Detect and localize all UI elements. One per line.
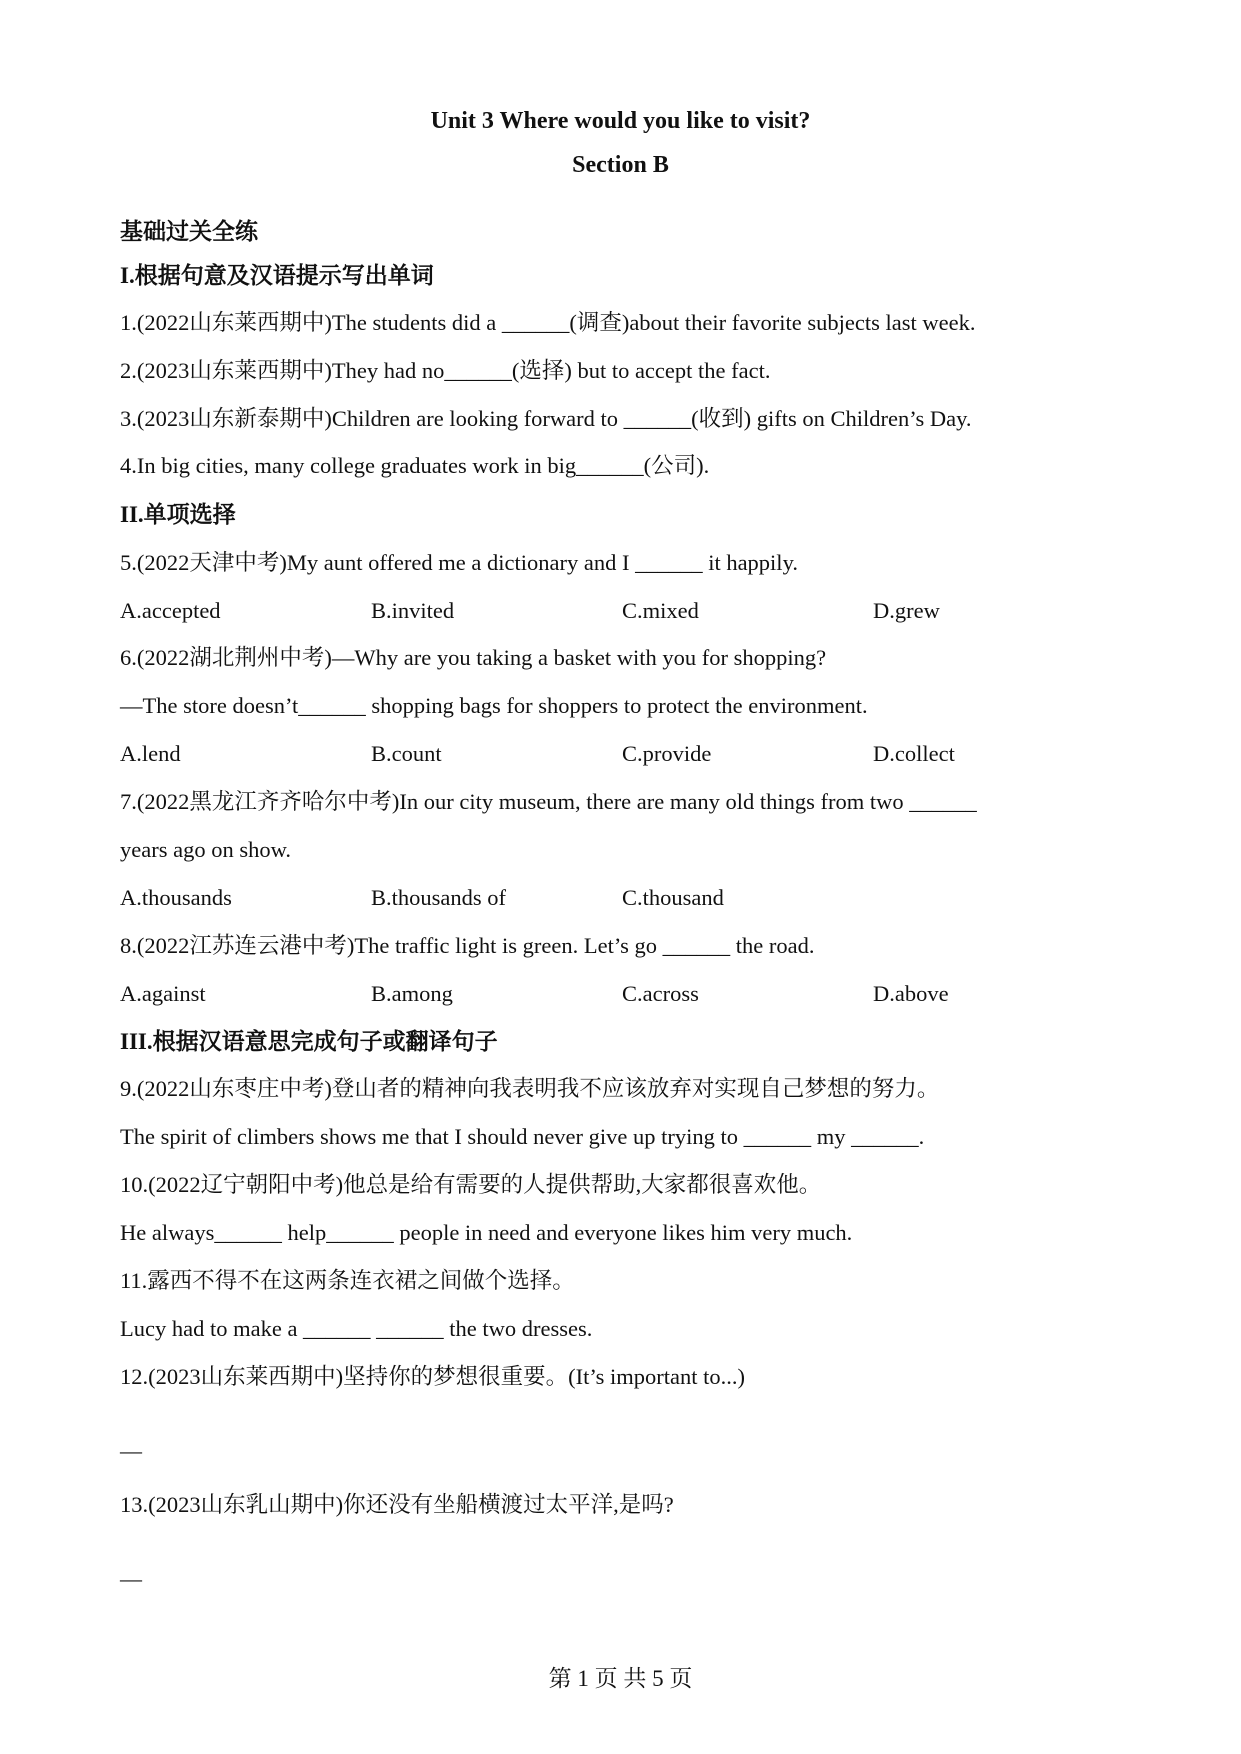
question-7: 7.(2022黑龙江齐齐哈尔中考)In our city museum, there are many old things from two ______: [120, 789, 977, 814]
q8-option-b: B.among: [371, 981, 453, 1006]
question-2: 2.(2023山东莱西期中)They had no______(选择) but to accept the fact.: [120, 358, 771, 383]
q5-option-d: D.grew: [873, 598, 940, 623]
q8-option-c: C.across: [622, 981, 699, 1006]
question-5: 5.(2022天津中考)My aunt offered me a dictionary and I ______ it happily.: [120, 550, 798, 575]
q6-option-c: C.provide: [622, 741, 712, 766]
q7-option-a: A.thousands: [120, 885, 232, 910]
question-6: 6.(2022湖北荆州中考)—Why are you taking a basket with you for shopping?: [120, 645, 827, 670]
question-13-answer-line: —: [120, 1566, 142, 1591]
page-footer: 第 1 页 共 5 页: [548, 1666, 693, 1691]
question-9: 9.(2022山东枣庄中考)登山者的精神向我表明我不应该放弃对实现自己梦想的努力。: [120, 1076, 940, 1101]
q6-option-d: D.collect: [873, 741, 955, 766]
q6-option-a: A.lend: [120, 741, 181, 766]
question-1: 1.(2022山东莱西期中)The students did a ______(调查)about their favorite subjects last week.: [120, 310, 976, 335]
section3-heading: III.根据汉语意思完成句子或翻译句子: [120, 1029, 498, 1054]
question-8: 8.(2022江苏连云港中考)The traffic light is green. Let’s go ______ the road.: [120, 933, 815, 958]
section1-heading: I.根据句意及汉语提示写出单词: [120, 263, 434, 288]
question-11-line2: Lucy had to make a ______ ______ the two dresses.: [120, 1316, 593, 1341]
q6-option-b: B.count: [371, 741, 442, 766]
question-4: 4.In big cities, many college graduates work in big______(公司).: [120, 453, 710, 478]
question-7-line2: years ago on show.: [120, 837, 292, 862]
question-10: 10.(2022辽宁朝阳中考)他总是给有需要的人提供帮助,大家都很喜欢他。: [120, 1172, 822, 1197]
section-subtitle: Section B: [572, 152, 669, 178]
q7-option-b: B.thousands of: [371, 885, 506, 910]
question-11: 11.露西不得不在这两条连衣裙之间做个选择。: [120, 1268, 575, 1293]
q5-option-c: C.mixed: [622, 598, 699, 623]
question-12-answer-line: —: [120, 1438, 142, 1463]
question-6-line2: —The store doesn’t______ shopping bags for shoppers to protect the environment.: [120, 693, 868, 718]
part-heading: 基础过关全练: [120, 219, 258, 244]
question-13: 13.(2023山东乳山期中)你还没有坐船横渡过太平洋,是吗?: [120, 1492, 674, 1517]
unit-title: Unit 3 Where would you like to visit?: [430, 108, 811, 134]
q8-option-d: D.above: [873, 981, 949, 1006]
question-12: 12.(2023山东莱西期中)坚持你的梦想很重要。(It’s important to...): [120, 1364, 745, 1389]
q5-option-b: B.invited: [371, 598, 455, 623]
question-3: 3.(2023山东新泰期中)Children are looking forward to ______(收到) gifts on Children’s Day.: [120, 406, 972, 431]
q8-option-a: A.against: [120, 981, 206, 1006]
q7-option-c: C.thousand: [622, 885, 724, 910]
section2-heading: II.单项选择: [120, 502, 236, 527]
q5-option-a: A.accepted: [120, 598, 221, 623]
question-9-line2: The spirit of climbers shows me that I should never give up trying to ______ my ______.: [120, 1124, 925, 1149]
question-10-line2: He always______ help______ people in need and everyone likes him very much.: [120, 1220, 853, 1245]
